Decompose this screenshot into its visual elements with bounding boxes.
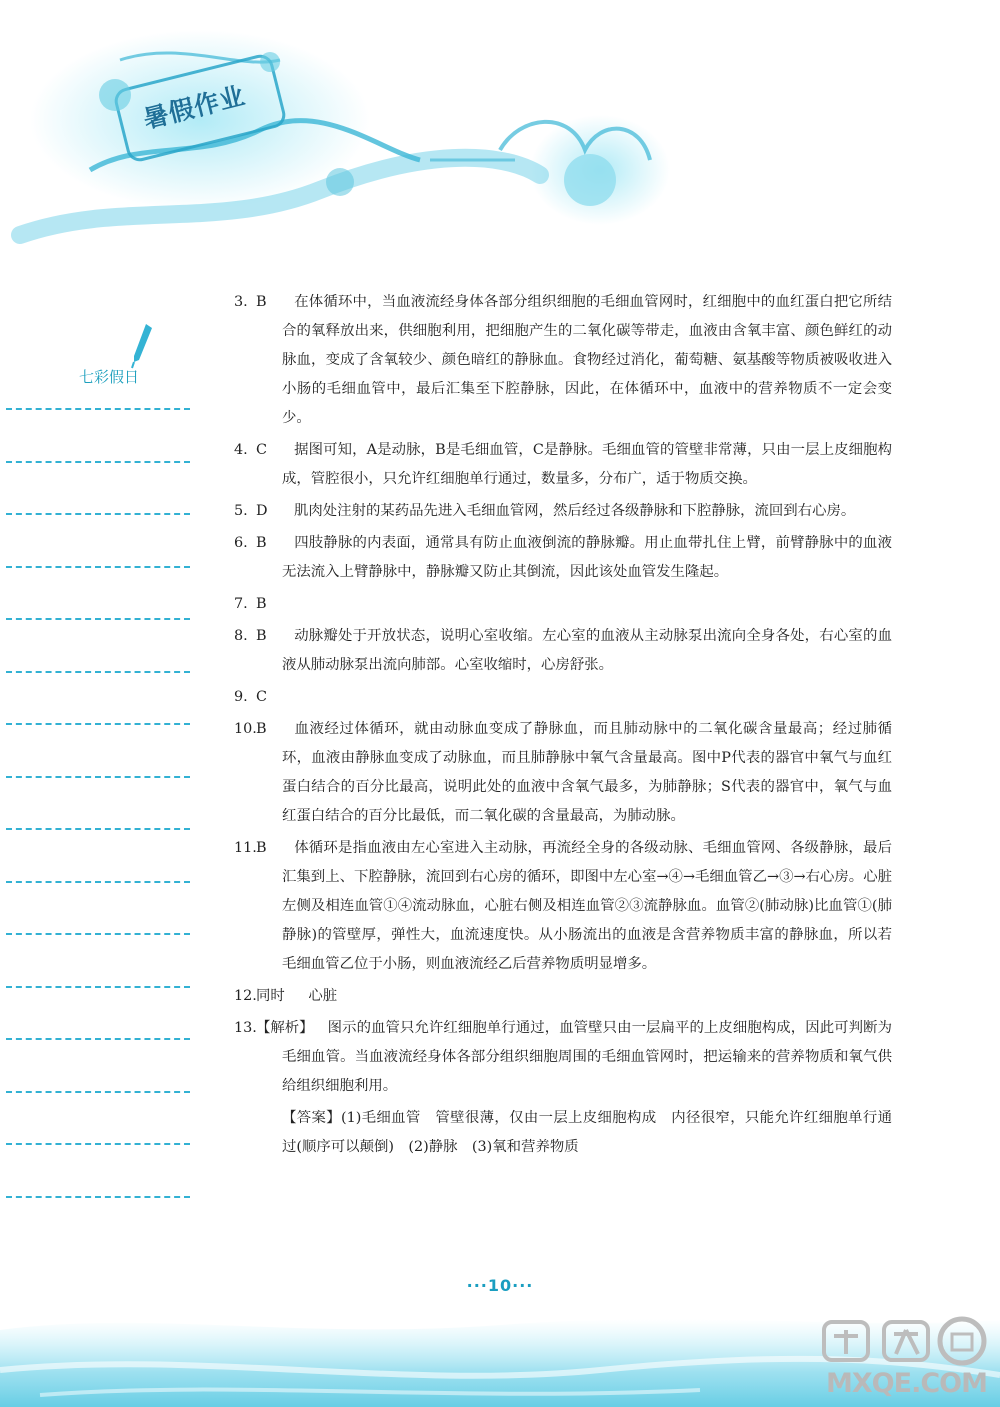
sidebar-dashed-line xyxy=(6,461,190,463)
header-decoration xyxy=(0,0,700,260)
sidebar-dashed-line xyxy=(6,513,190,515)
question-number: 7. xyxy=(234,596,248,612)
answer-detail: 【答案】(1)毛细血管 管壁很薄，仅由一层上皮细胞构成 内径很窄，只能允许红细胞单行通过(顺序可以颠倒) (2)静脉 (3)氧和营养物质 xyxy=(282,1110,892,1155)
question-item: 11.B 体循环是指血液由左心室进入主动脉，再流经全身的各级动脉、毛细血管网、各级静脉，最后汇集到上、下腔静脉，流回到右心房的循环，即图中左心室→④→毛细血管乙→③→右心房。心脏左侧及相连血管①④流动脉血，心脏右侧及相连血管②③流静脉血。血管②(肺动脉)比血管①(肺静脉)的管壁厚，弹性大，血流速度快。从小肠流出的血液是含营养物质丰富的静脉血，所以若毛细血管乙位于小肠，则血液流经乙后营养物质明显增多。 xyxy=(258,834,892,979)
watermark xyxy=(822,1316,992,1402)
question-number: 9. xyxy=(234,689,248,705)
question-explanation: 动脉瓣处于开放状态，说明心室收缩。左心室的血液从主动脉泵出流向全身各处，右心室的血液从肺动脉泵出流向肺部。心室收缩时，心房舒张。 xyxy=(282,628,892,673)
watermark-site: MXQE.COM xyxy=(826,1368,987,1399)
question-item: 4. C 据图可知，A是动脉，B是毛细血管，C是静脉。毛细血管的管壁非常薄，只由一层上皮细胞构成，管腔很小，只允许红细胞单行通过，数量多，分布广，适于物质交换。 xyxy=(258,436,892,494)
question-number: 3. xyxy=(234,294,248,310)
sidebar-dashed-line xyxy=(6,1143,190,1145)
question-number: 11. xyxy=(234,840,257,856)
watermark-logo xyxy=(822,1316,992,1366)
question-item: 6. B 四肢静脉的内表面，通常具有防止血液倒流的静脉瓣。用止血带扎住上臂，前臂静脉中的血液无法流入上臂静脉中，静脉瓣又防止其倒流，因此该处血管发生隆起。 xyxy=(258,529,892,587)
question-item: 5. D 肌肉处注射的某药品先进入毛细血管网，然后经过各级静脉和下腔静脉，流回到右心房。 xyxy=(258,497,892,526)
question-explanation: 四肢静脉的内表面，通常具有防止血液倒流的静脉瓣。用止血带扎住上臂，前臂静脉中的血液无法流入上臂静脉中，静脉瓣又防止其倒流，因此该处血管发生隆起。 xyxy=(282,535,892,580)
pen-icon xyxy=(130,322,156,370)
question-explanation: 体循环是指血液由左心室进入主动脉，再流经全身的各级动脉、毛细血管网、各级静脉，最后汇集到上、下腔静脉，流回到右心房的循环，即图中左心室→④→毛细血管乙→③→右心房。心脏左侧及相连血管①④流动脉血，心脏右侧及相连血管②③流静脉血。血管②(肺动脉)比血管①(肺静脉)的管壁厚，弹性大，血流速度快。从小肠流出的血液是含营养物质丰富的静脉血，所以若毛细血管乙位于小肠，则血液流经乙后营养物质明显增多。 xyxy=(282,840,892,972)
sidebar-dashed-line xyxy=(6,828,190,830)
question-explanation: 图示的血管只允许红细胞单行通过，血管壁只由一层扁平的上皮细胞构成，因此可判断为毛细血管。当血液流经身体各部分组织细胞周围的毛细血管网时，把运输来的营养物质和氧气供给组织细胞利用。 xyxy=(282,1020,892,1094)
question-answer: 同时 xyxy=(256,988,285,1004)
question-number: 12. xyxy=(234,988,257,1004)
sidebar-lines xyxy=(6,408,190,1248)
sidebar-dashed-line xyxy=(6,566,190,568)
sidebar-dashed-line xyxy=(6,723,190,725)
question-item: 3. B 在体循环中，当血液流经身体各部分组织细胞的毛细血管网时，红细胞中的血红蛋白把它所结合的氧释放出来，供细胞利用，把细胞产生的二氧化碳等带走，血液由含氧丰富、颜色鲜红的动脉血，变成了含氧较少、颜色暗红的静脉血。食物经过消化，葡萄糖、氨基酸等物质被吸收进入小肠的毛细血管中，最后汇集至下腔静脉，因此，在体循环中，血液中的营养物质不一定会变少。 xyxy=(258,288,892,433)
question-item: 10.B 血液经过体循环，就由动脉血变成了静脉血，而且肺动脉中的二氧化碳含量最高；经过肺循环，血液由静脉血变成了动脉血，而且肺静脉中氧气含量最高。图中P代表的器官中氧气与血红蛋白结合的百分比最高，说明此处的血液中含氧气最多，为肺静脉；S代表的器官中，氧气与血红蛋白结合的百分比最低，而二氧化碳的含量最高，为肺动脉。 xyxy=(258,715,892,831)
page-number: ···10··· xyxy=(466,1276,534,1295)
question-number: 13. xyxy=(234,1020,257,1036)
question-explanation: 心脏 xyxy=(308,988,338,1004)
sidebar-dashed-line xyxy=(6,408,190,410)
sidebar-dashed-line xyxy=(6,618,190,620)
sidebar-label: 七彩假日 xyxy=(79,368,140,386)
sidebar-dashed-line xyxy=(6,933,190,935)
sidebar-dashed-line xyxy=(6,776,190,778)
question-number: 8. xyxy=(234,628,248,644)
question-number: 6. xyxy=(234,535,248,551)
question-number: 5. xyxy=(234,503,248,519)
sidebar-dashed-line xyxy=(6,1091,190,1093)
question-item: 9. C xyxy=(258,683,892,712)
sidebar-dashed-line xyxy=(6,1038,190,1040)
question-explanation: 在体循环中，当血液流经身体各部分组织细胞的毛细血管网时，红细胞中的血红蛋白把它所结合的氧释放出来，供细胞利用，把细胞产生的二氧化碳等带走，血液由含氧丰富、颜色鲜红的动脉血，变成了含氧较少、颜色暗红的静脉血。食物经过消化，葡萄糖、氨基酸等物质被吸收进入小肠的毛细血管中，最后汇集至下腔静脉，因此，在体循环中，血液中的营养物质不一定会变少。 xyxy=(282,294,892,426)
sidebar-dashed-line xyxy=(6,671,190,673)
header-title: 暑假作业 xyxy=(140,80,249,135)
question-explanation: 肌肉处注射的某药品先进入毛细血管网，然后经过各级静脉和下腔静脉，流回到右心房。 xyxy=(294,503,856,519)
question-number: 10. xyxy=(234,721,257,737)
question-item: 7. B xyxy=(258,590,892,619)
question-number: 4. xyxy=(234,442,248,458)
question-explanation: 据图可知，A是动脉，B是毛细血管，C是静脉。毛细血管的管壁非常薄，只由一层上皮细胞构成，管腔很小，只允许红细胞单行通过，数量多，分布广，适于物质交换。 xyxy=(282,442,892,487)
sidebar-dashed-line xyxy=(6,986,190,988)
question-item xyxy=(234,1014,892,1101)
question-answer: 【解析】 xyxy=(256,1020,314,1036)
question-item xyxy=(234,982,892,1011)
sidebar-dashed-line xyxy=(6,881,190,883)
question-explanation: 血液经过体循环，就由动脉血变成了静脉血，而且肺动脉中的二氧化碳含量最高；经过肺循环，血液由静脉血变成了动脉血，而且肺静脉中氧气含量最高。图中P代表的器官中氧气与血红蛋白结合的百分比最高，说明此处的血液中含氧气最多，为肺静脉；S代表的器官中，氧气与血红蛋白结合的百分比最低，而二氧化碳的含量最高，为肺动脉。 xyxy=(282,721,892,824)
answer-content xyxy=(234,288,892,1165)
sidebar-dashed-line xyxy=(6,1196,190,1198)
question-item: 8. B 动脉瓣处于开放状态，说明心室收缩。左心室的血液从主动脉泵出流向全身各处，右心室的血液从肺动脉泵出流向肺部。心室收缩时，心房舒张。 xyxy=(258,622,892,680)
